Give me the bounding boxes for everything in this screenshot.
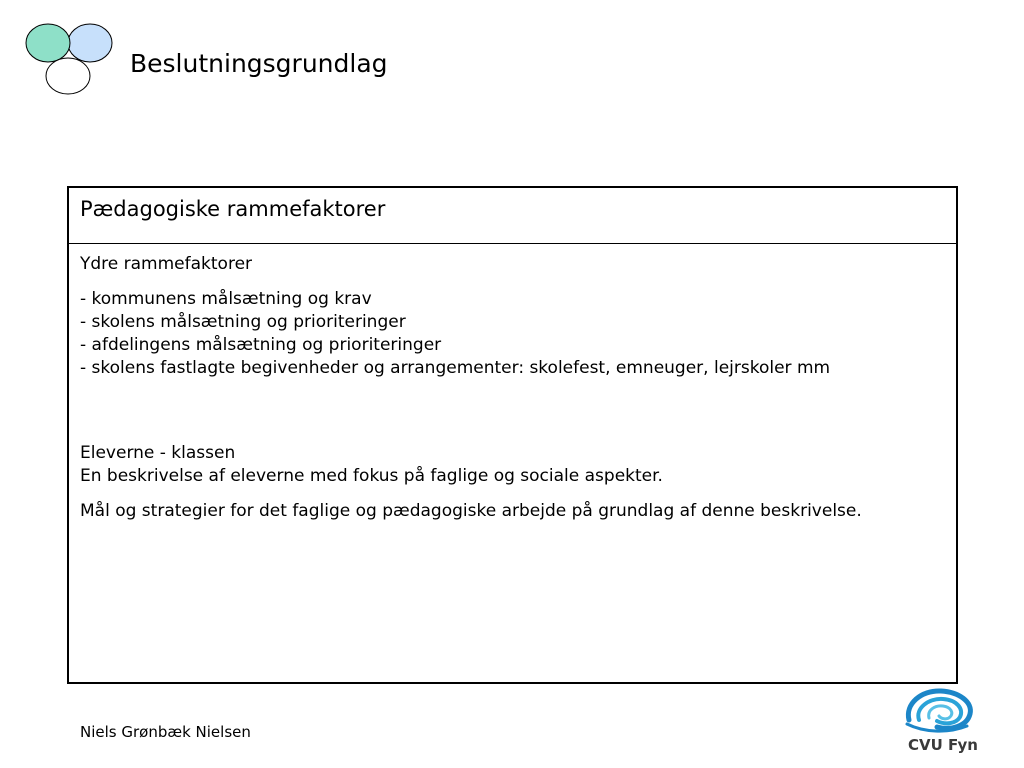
list-item: - skolens målsætning og prioriteringer: [80, 312, 406, 332]
brand-logo: [899, 688, 979, 760]
section-title-students: Eleverne - klassen: [80, 443, 236, 463]
footer-author: Niels Grønbæk Nielsen: [80, 723, 251, 741]
cvu-swirl-icon: [903, 688, 975, 734]
logo-circles-icon: [24, 22, 114, 96]
content-table: [67, 186, 958, 684]
table-header: Pædagogiske rammefaktorer: [69, 188, 956, 244]
students-description: En beskrivelse af eleverne med fokus på faglige og sociale aspekter.: [80, 466, 663, 486]
list-item: - skolens fastlagte begivenheder og arrangementer: skolefest, emneuger, lejrskoler mm: [80, 358, 831, 378]
list-item: - afdelingens målsætning og prioriteringer: [80, 335, 442, 355]
list-item: - kommunens målsætning og krav: [80, 289, 372, 309]
table-body: [69, 244, 956, 523]
goals-strategies-text: Mål og strategier for det faglige og pædagogiske arbejde på grundlag af denne beskrivelse.: [80, 501, 862, 521]
page-title: Beslutningsgrundlag: [130, 49, 388, 78]
brand-name: CVU Fyn: [908, 736, 978, 754]
section-title-outer-factors: Ydre rammefaktorer: [80, 254, 253, 274]
